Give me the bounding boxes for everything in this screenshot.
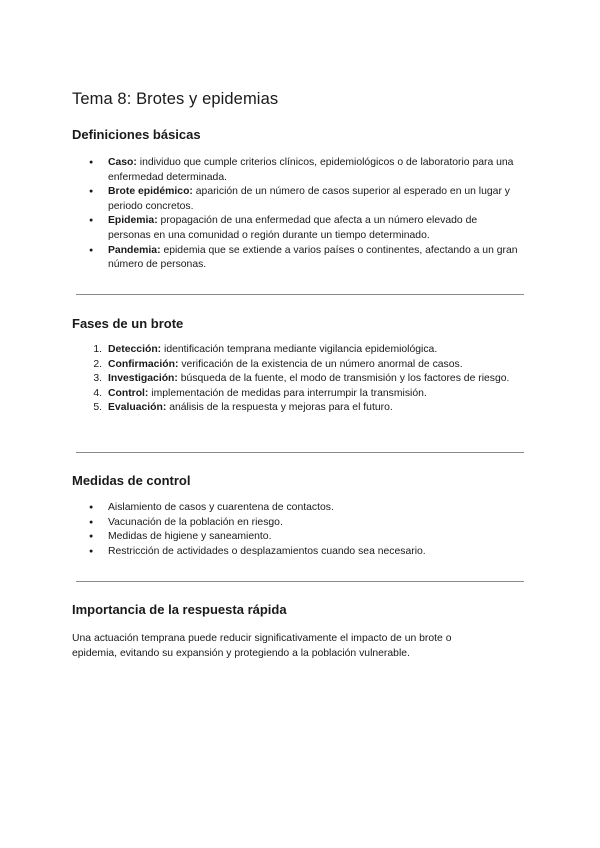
phase-number: 1. (93, 344, 102, 355)
definition-text: aparición de un número de casos superior al esperado en un lugar y periodo concretos. (108, 186, 510, 212)
definition-text: individuo que cumple criterios clínicos, epidemiológicos o de laboratorio para una enfermedad determinada. (108, 157, 514, 183)
definition-term: Pandemia: (108, 244, 161, 256)
phase-item (89, 401, 520, 416)
section-heading-definiciones: Definiciones básicas (72, 127, 201, 142)
definition-item (89, 156, 520, 185)
definitions-list (89, 156, 520, 273)
phase-number: 2. (93, 358, 102, 370)
phase-term: Investigación: (108, 373, 178, 385)
measure-item: ● Aislamiento de casos y cuarentena de contactos. (89, 501, 520, 516)
phase-item (89, 387, 520, 402)
phase-text: verificación de la existencia de un número anormal de casos. (181, 358, 463, 370)
phase-text: implementación de medidas para interrumpir la transmisión. (151, 387, 427, 399)
section-divider (76, 294, 524, 295)
phase-number: 3. (93, 373, 102, 385)
definition-term: Epidemia: (108, 215, 158, 227)
definition-text: propagación de una enfermedad que afecta a un número elevado de personas en una comunidad o región durante un tiempo determinado. (108, 215, 478, 241)
phase-item (89, 372, 520, 387)
phase-term: Confirmación: (108, 358, 179, 370)
section-heading-medidas: Medidas de control (72, 473, 191, 488)
section-heading-fases: Fases de un brote (72, 316, 184, 331)
phase-item (89, 358, 520, 373)
section-divider (76, 452, 524, 453)
section-divider (76, 581, 524, 582)
phase-term: Control: (108, 387, 149, 399)
measure-item: ● Vacunación de la población en riesgo. (89, 516, 520, 531)
phases-list (89, 343, 520, 416)
phase-term: Detección: (108, 344, 162, 355)
measure-item: ● Restricción de actividades o desplazamientos cuando sea necesario. (89, 545, 520, 560)
importance-paragraph: Una actuación temprana puede reducir significativamente el impacto de un brote o epidemia, evitando su expansión y protegiendo a la población vulnerable. (72, 633, 452, 659)
control-measures-list (89, 501, 520, 559)
phase-item (89, 343, 520, 358)
phase-text: búsqueda de la fuente, el modo de transmisión y los factores de riesgo. (180, 373, 510, 385)
phase-number: 4. (93, 387, 102, 399)
definition-text: epidemia que se extiende a varios países o continentes, afectando a un gran número de personas. (108, 244, 518, 271)
phase-text: identificación temprana mediante vigilancia epidemiológica. (164, 344, 438, 355)
definition-term: Brote epidémico: (108, 186, 193, 198)
section-heading-importancia: Importancia de la respuesta rápida (72, 602, 287, 617)
phase-term: Evaluación: (108, 402, 167, 414)
document-title: Tema 8: Brotes y epidemias (72, 90, 279, 108)
measure-item: ● Medidas de higiene y saneamiento. (89, 530, 520, 545)
definition-term: Caso: (108, 157, 137, 168)
phase-text: análisis de la respuesta y mejoras para el futuro. (169, 402, 393, 414)
definition-item (89, 244, 520, 273)
definition-item (89, 185, 520, 214)
phase-number: 5. (93, 402, 102, 414)
definition-item (89, 214, 520, 243)
